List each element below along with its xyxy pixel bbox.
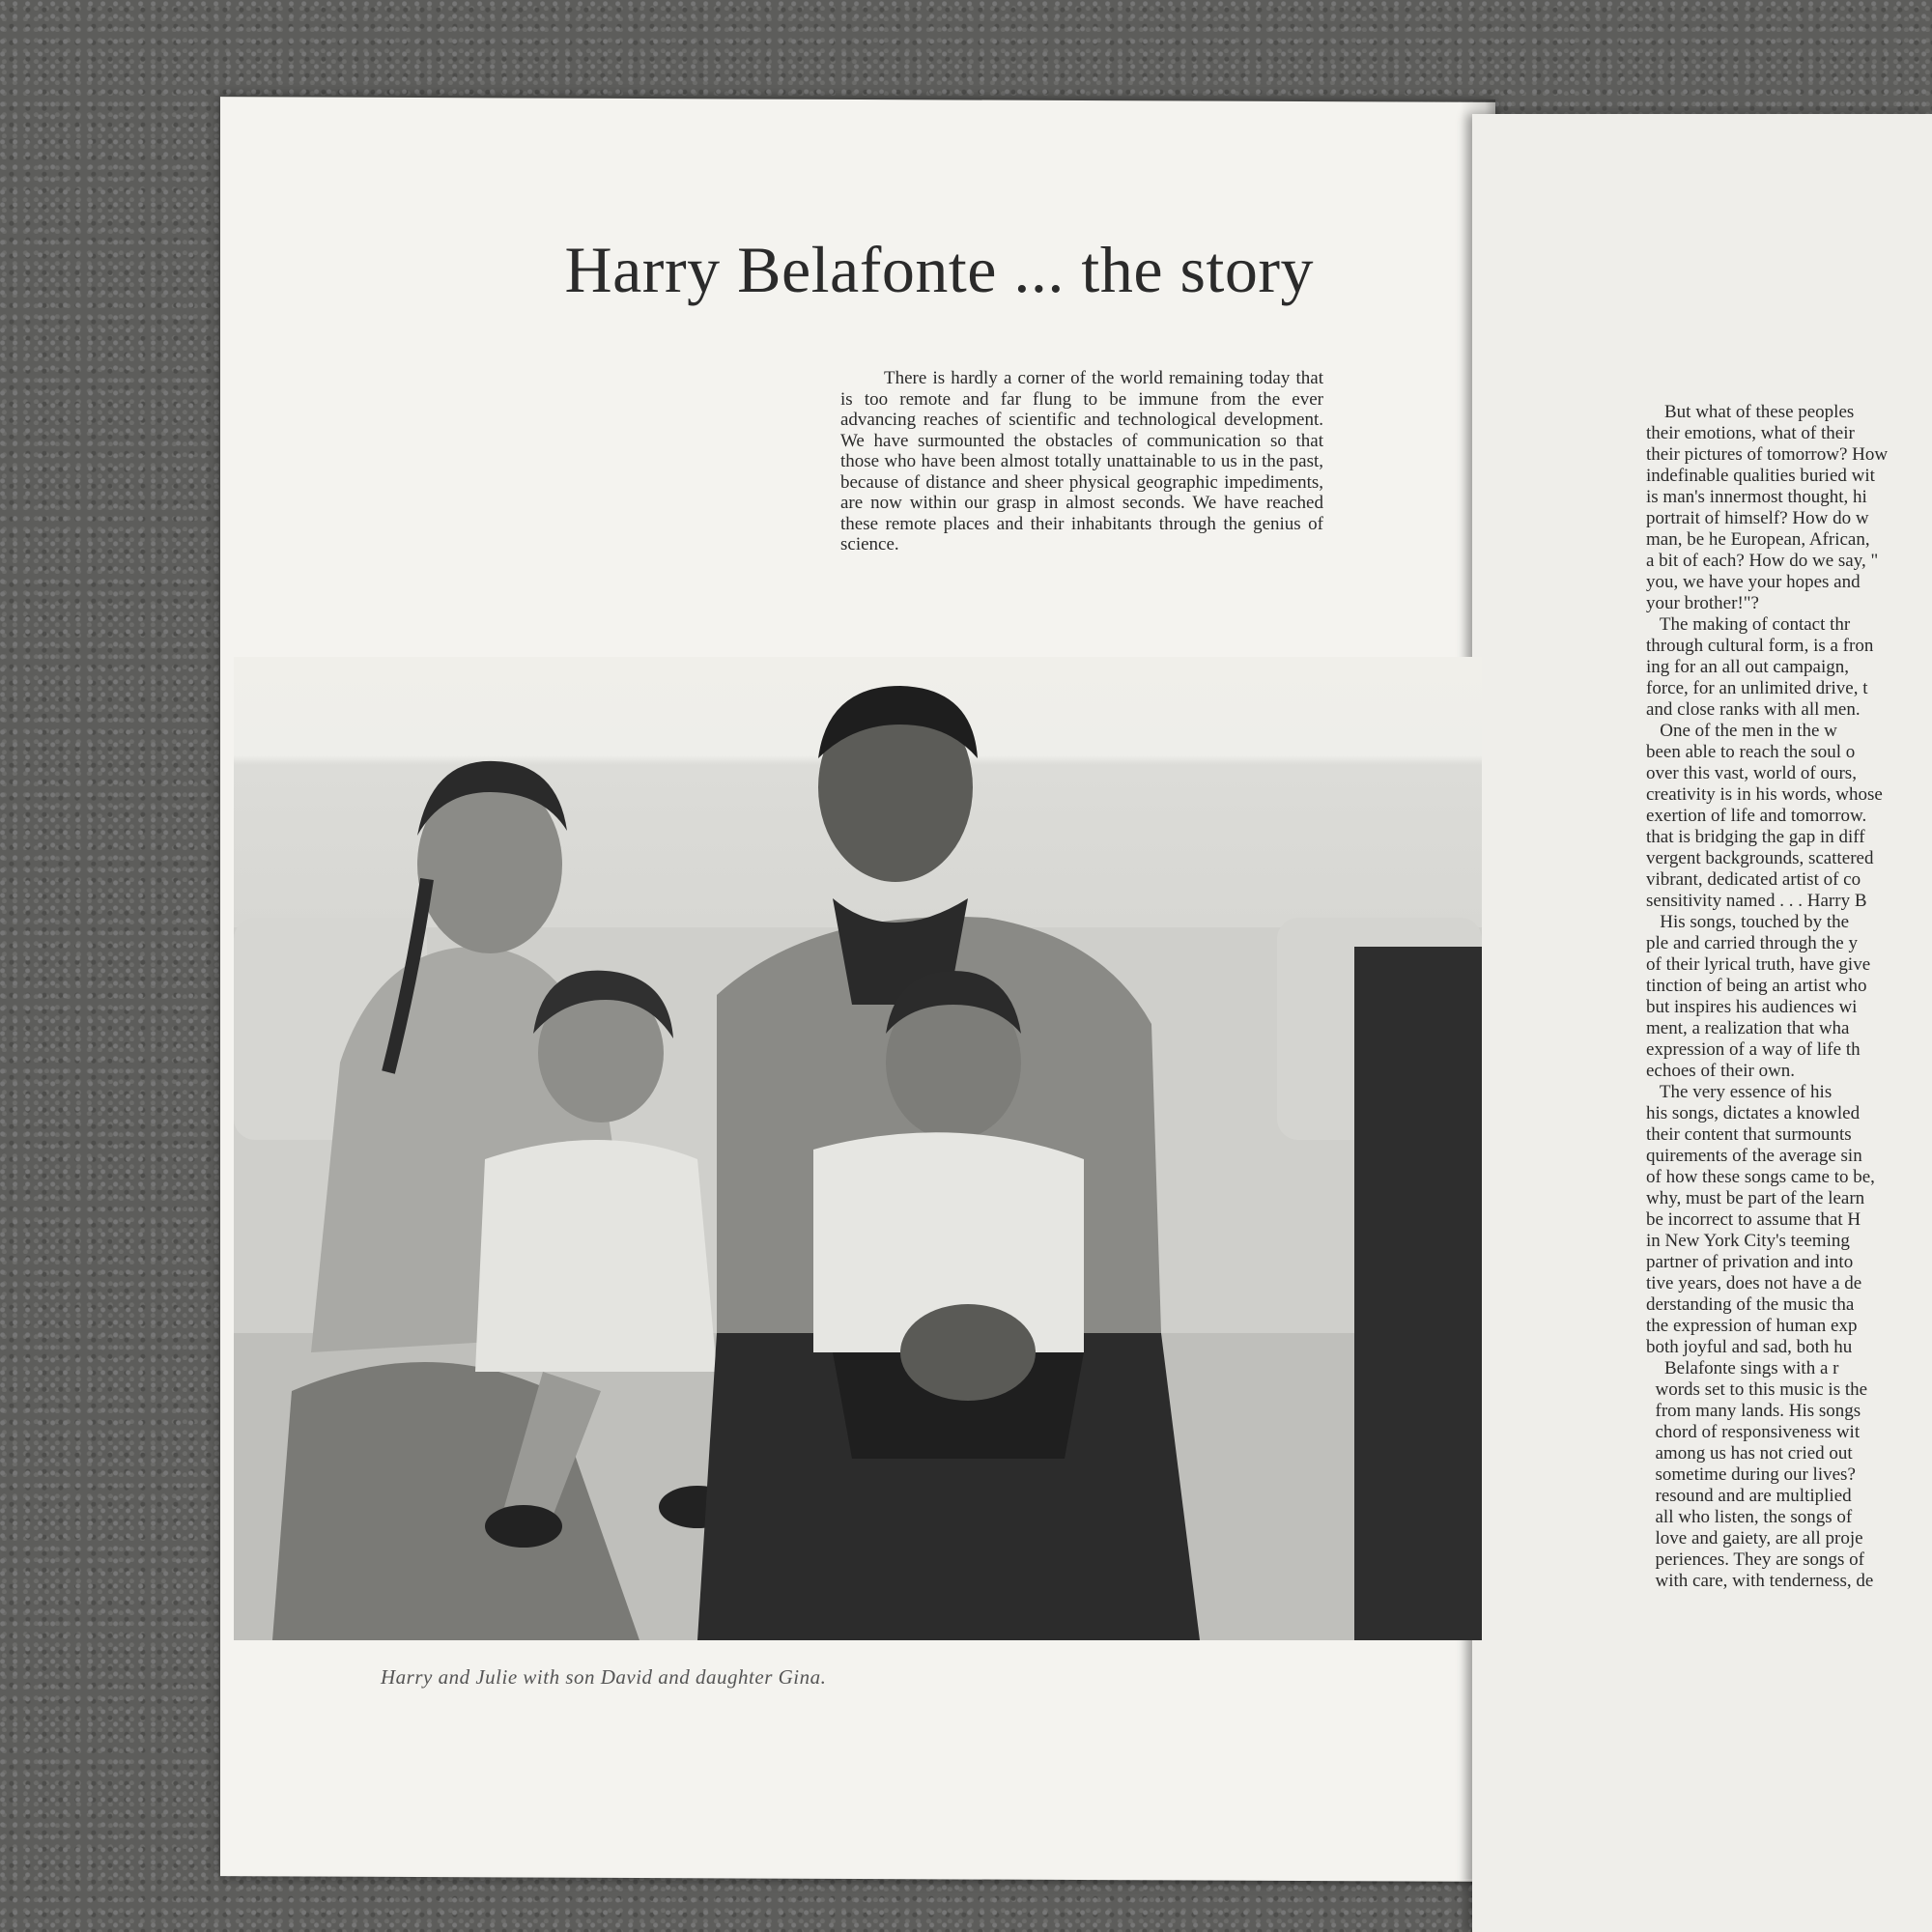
right-page-line: love and gaiety, are all proje [1646,1528,1863,1548]
right-page-line: their emotions, what of their [1646,423,1855,443]
right-page-line: through cultural form, is a fron [1646,636,1874,656]
right-page-line: their pictures of tomorrow? How [1646,444,1889,465]
right-page-line: force, for an unlimited drive, t [1646,678,1868,698]
right-page-line: you, we have your hopes and [1646,572,1861,592]
right-page-line: and close ranks with all men. [1646,699,1861,720]
right-page [1472,114,1932,1932]
right-page-line: the expression of human exp [1646,1316,1858,1336]
right-page-line: exertion of life and tomorrow. [1646,806,1867,826]
page-title: Harry Belafonte ... the story [564,233,1314,306]
right-page-line: words set to this music is the [1646,1379,1868,1400]
right-page-line: his songs, dictates a knowled [1646,1103,1861,1123]
right-page-line: with care, with tenderness, de [1646,1571,1874,1591]
right-page-line: from many lands. His songs [1646,1401,1861,1421]
right-page-line: a bit of each? How do we say, " [1646,551,1879,571]
right-page-line: Belafonte sings with a r [1646,1358,1839,1378]
right-page-line: of their lyrical truth, have give [1646,954,1871,975]
right-page-line: ple and carried through the y [1646,933,1858,953]
right-page-line: ment, a realization that wha [1646,1018,1850,1038]
intro-paragraph: There is hardly a corner of the world remaining today that is too remote and far flung to be immune from the ever advancing reaches of scientific and technological development. We have surmounted the obstacles of communication so that those who have been almost totally unattainable to us in the past, because of distance and sheer physical geographic impediments, are now within our grasp in almost seconds. We have reached these remote places and their inhabitants through the genius of science. [840,368,1323,554]
photo-caption: Harry and Julie with son David and daughter Gina. [381,1665,827,1689]
right-page-line: expression of a way of life th [1646,1039,1861,1060]
right-page-line: One of the men in the w [1646,721,1837,741]
right-page-line: The very essence of his [1646,1082,1833,1102]
right-page-line: sensitivity named . . . Harry B [1646,891,1867,911]
right-page-line: The making of contact thr [1646,614,1851,635]
right-page-line: your brother!"? [1646,593,1759,613]
right-page-line: tive years, does not have a de [1646,1273,1862,1293]
right-page-line: be incorrect to assume that H [1646,1209,1861,1230]
right-page-line: resound and are multiplied [1646,1486,1852,1506]
right-page-line: creativity is in his words, whose [1646,784,1883,805]
right-page-line: been able to reach the soul o [1646,742,1856,762]
right-page-line: that is bridging the gap in diff [1646,827,1865,847]
right-page-line: echoes of their own. [1646,1061,1796,1081]
right-page-line: vergent backgrounds, scattered [1646,848,1874,868]
right-page-line: but inspires his audiences wi [1646,997,1858,1017]
right-page-line: over this vast, world of ours, [1646,763,1857,783]
right-page-line: tinction of being an artist who [1646,976,1867,996]
right-page-line: chord of responsiveness wit [1646,1422,1861,1442]
right-page-line: partner of privation and into [1646,1252,1854,1272]
right-page-line: But what of these peoples [1646,402,1855,422]
right-page-line: quirements of the average sin [1646,1146,1862,1166]
right-page-line: in New York City's teeming [1646,1231,1850,1251]
right-page-line: sometime during our lives? [1646,1464,1856,1485]
right-page-line: why, must be part of the learn [1646,1188,1865,1208]
right-page-line: is man's innermost thought, hi [1646,487,1867,507]
right-page-line: man, be he European, African, [1646,529,1870,550]
right-page-text [1646,402,1897,1592]
right-page-line: His songs, touched by the [1646,912,1850,932]
right-page-line: among us has not cried out [1646,1443,1853,1463]
right-page-line: their content that surmounts [1646,1124,1852,1145]
family-photo [234,657,1482,1640]
right-page-line: periences. They are songs of [1646,1549,1864,1570]
right-page-line: ing for an all out campaign, [1646,657,1849,677]
right-page-line: derstanding of the music tha [1646,1294,1855,1315]
right-page-line: all who listen, the songs of [1646,1507,1853,1527]
right-page-line: of how these songs came to be, [1646,1167,1875,1187]
right-page-line: indefinable qualities buried wit [1646,466,1875,486]
right-page-line: both joyful and sad, both hu [1646,1337,1853,1357]
right-page-line: vibrant, dedicated artist of co [1646,869,1861,890]
family-photo-illustration [234,657,1482,1640]
right-page-line: portrait of himself? How do w [1646,508,1869,528]
